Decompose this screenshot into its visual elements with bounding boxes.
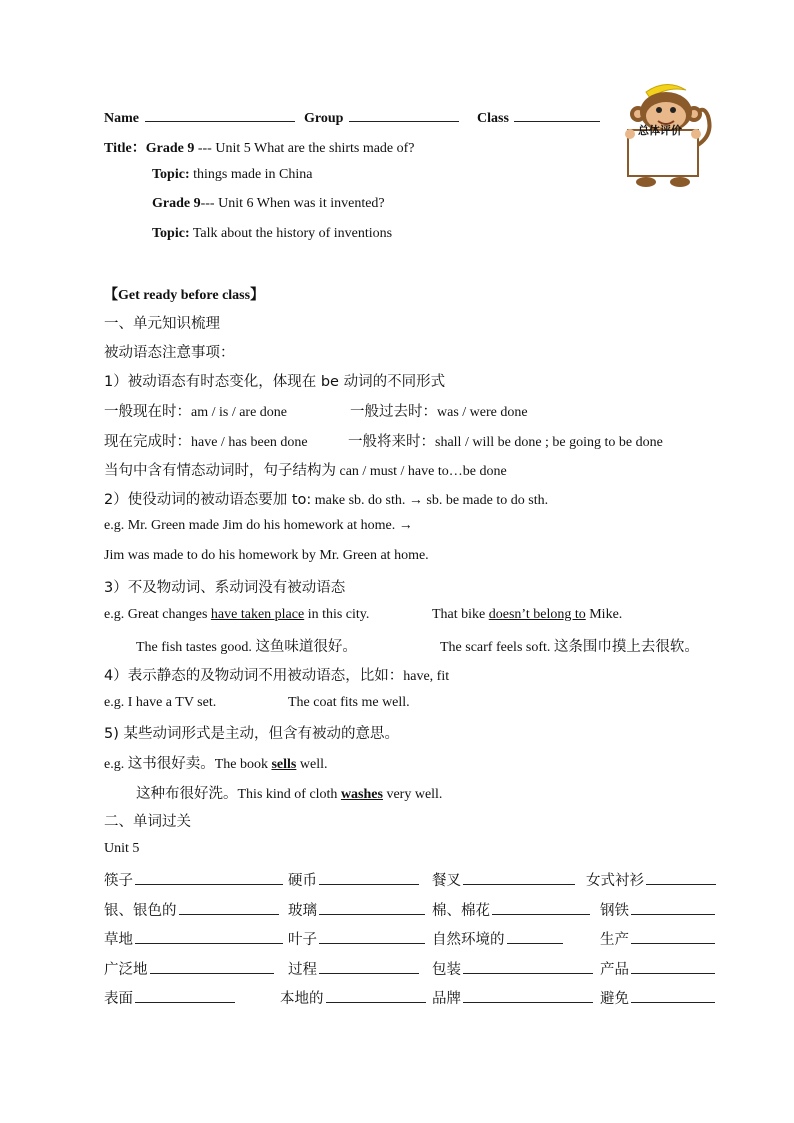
point-5: 5) 某些动词形式是主动，但含有被动的意思。 [104,726,399,742]
vocab-item: 叶子 [288,928,427,949]
answer-blank[interactable] [150,960,274,974]
badge-text: 总体评价 [638,124,682,137]
point-2-example-1: e.g. Mr. Green made Jim do his homework at home. → [104,518,413,533]
tense-present: 一般现在时：am / is / are done [104,404,288,420]
answer-blank[interactable] [631,989,715,1003]
group-field [304,108,461,127]
answer-blank[interactable] [319,871,419,885]
point-2: 2）使役动词的被动语态要加 to: make sb. do sth. → sb. be made to do sth. [104,492,549,508]
point-2-example-2: Jim was made to do his homework by Mr. Green at home. [104,548,429,563]
point-5-example-b: 这种布很好洗。This kind of cloth washes very well. [136,786,443,802]
point-3-example-d: The scarf feels soft. 这条围巾摸上去很软。 [440,639,699,655]
vocab-row [104,987,744,1009]
title-grade-1: Grade 9 [145,141,195,156]
topic-1: things made in China [189,167,313,182]
vocab-item: 过程 [288,958,421,979]
vocab-row [104,928,744,950]
underlined-phrase: have taken place [210,607,305,622]
class-field [477,108,602,127]
underlined-word: sells [271,757,297,772]
topic-label-2: Topic: [152,226,190,241]
class-blank[interactable] [514,108,600,122]
vocab-row [104,869,744,891]
topic-label-1: Topic: [152,167,190,182]
vocab-item: 女式衬衫 [586,869,718,890]
vocab-item: 草地 [104,928,285,949]
underlined-word: washes [340,787,383,802]
point-3-example-b: That bike doesn’t belong to Mike. [432,607,623,622]
group-blank[interactable] [349,108,459,122]
underlined-phrase: doesn’t belong to [488,607,586,622]
modal-verb-note: 当句中含有情态动词时，句子结构为 can / must / have to…be done [104,463,507,479]
answer-blank[interactable] [319,901,425,915]
answer-blank[interactable] [319,930,425,944]
answer-blank[interactable] [135,930,283,944]
title-grade-2: Grade 9 [152,196,201,211]
tense-future: 一般将来时：shall / will be done ; be going to be done [348,434,663,450]
vocab-item: 品牌 [432,987,595,1008]
point-5-example-a: e.g. 这书很好卖。The book sells well. [104,756,328,772]
answer-blank[interactable] [492,901,590,915]
point-4-example-b: The coat fits me well. [288,695,410,710]
topic-2: Talk about the history of inventions [189,226,393,241]
point-3-example-a: e.g. Great changes have taken place in this city. [104,607,370,622]
vocab-row [104,899,744,921]
answer-blank[interactable] [326,989,426,1003]
answer-blank[interactable] [463,960,593,974]
point-4-example-a: e.g. I have a TV set. [104,695,217,710]
answer-blank[interactable] [463,989,593,1003]
vocab-row [104,958,744,980]
answer-blank[interactable] [631,960,715,974]
answer-blank[interactable] [631,901,715,915]
unit-label: Unit 5 [104,841,140,856]
name-blank[interactable] [145,108,295,122]
section2-heading: 二、单词过关 [104,814,191,830]
answer-blank[interactable] [631,930,715,944]
answer-blank[interactable] [135,989,235,1003]
topic-line-1 [152,167,313,183]
title-unit-2: --- Unit 6 When was it invented? [200,196,385,211]
vocab-item: 避免 [600,987,717,1008]
vocab-item: 餐叉 [432,869,577,890]
answer-blank[interactable] [646,871,716,885]
title-line-1 [104,137,415,157]
vocab-item: 自然环境的 [432,928,565,949]
monkey-evaluation-badge [618,76,718,188]
answer-blank[interactable] [135,871,283,885]
answer-blank[interactable] [463,871,575,885]
point-1: 1）被动语态有时态变化，体现在 be 动词的不同形式 [104,374,446,390]
vocab-item: 产品 [600,958,717,979]
title-line-2 [152,196,385,212]
vocab-item: 筷子 [104,869,285,890]
point-4: 4）表示静态的及物动词不用被动语态，比如：have, fit [104,668,450,684]
title-label: Title： [104,141,146,156]
tense-past: 一般过去时：was / were done [350,404,528,420]
vocab-item: 棉、棉花 [432,899,592,920]
class-label: Class [477,111,509,126]
group-label: Group [304,111,344,126]
name-field [104,108,297,127]
section-get-ready: 【Get ready before class】 [104,288,265,303]
point-3: 3）不及物动词、系动词没有被动语态 [104,580,346,596]
vocab-item: 本地的 [280,987,428,1008]
vocab-item: 包装 [432,958,595,979]
vocab-item: 玻璃 [288,899,427,920]
tense-perfect: 现在完成时：have / has been done [104,434,308,450]
vocab-item: 钢铁 [600,899,717,920]
name-label: Name [104,111,139,126]
vocab-item: 硬币 [288,869,421,890]
topic-line-2 [152,226,392,242]
section1-heading: 一、单元知识梳理 [104,316,220,332]
answer-blank[interactable] [507,930,563,944]
title-unit-1: --- Unit 5 What are the shirts made of? [194,141,415,156]
section1-subheading: 被动语态注意事项： [104,345,235,361]
vocab-item: 生产 [600,928,717,949]
answer-blank[interactable] [179,901,279,915]
answer-blank[interactable] [319,960,419,974]
vocab-item: 广泛地 [104,958,276,979]
vocab-item: 银、银色的 [104,899,281,920]
vocab-item: 表面 [104,987,237,1008]
point-3-example-c: The fish tastes good. 这鱼味道很好。 [136,639,357,655]
